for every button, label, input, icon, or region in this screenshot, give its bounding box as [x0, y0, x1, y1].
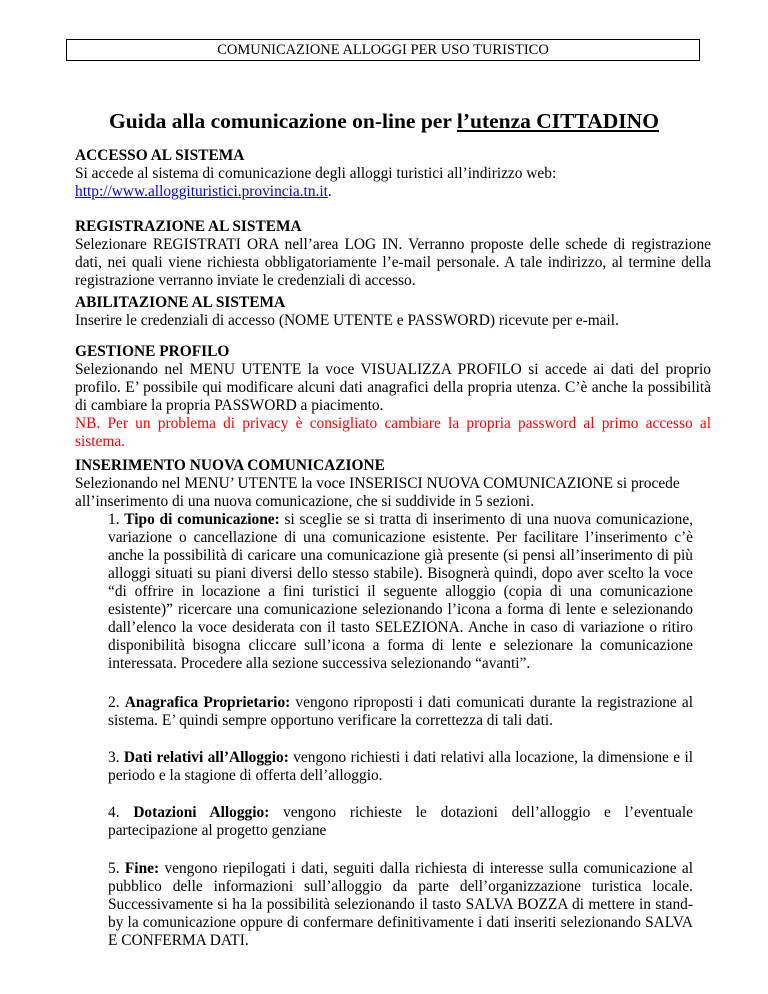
document-header [66, 39, 700, 61]
item-text: vengono richieste le dotazioni dell’alloggio e l’eventuale partecipazione al progetto genziane [108, 804, 693, 839]
section-heading: INSERIMENTO NUOVA COMUNICAZIONE [75, 457, 385, 474]
item-number: 5. [108, 860, 125, 877]
section-abilitazione [75, 294, 711, 330]
item-title: Fine: [124, 860, 160, 877]
title-prefix: Guida alla comunicazione on-line per [109, 109, 457, 133]
privacy-note: NB. Per un problema di privacy è consigliato cambiare la propria password al primo accesso al sistema. [75, 415, 711, 450]
section-text: Selezionare REGISTRATI ORA nell’area LOG IN. Verranno proposte delle schede di registrazione dati, nei quali viene richiesta obbligatoriamente l’e-mail personale. A tale indirizzo, al termine della registrazione verranno inviate le credenziali di accesso. [75, 236, 711, 289]
section-profilo [75, 343, 711, 451]
list-item [108, 511, 693, 673]
item-title: Dati relativi all’Alloggio: [123, 749, 289, 766]
item-text: si sceglie se si tratta di inserimento di una nuova comunicazione, variazione o cancellazione di una comunicazione esistente. Per facilitare l’inserimento c’è anche la possibilità di caricare una comunicazione già presente (si pensi all’inserimento di più alloggi situati su piani diversi dello stesso stabile). Bisognerà quindi, dopo aver scelto la voce “di offrire in locazione a fini turistici il seguente alloggio (copia di una comunicazione esistente)” ricercare una comunicazione selezionando l’icona a forma di lente e selezionando dall’elenco la voce desiderata con il tasto SELEZIONA. Anche in caso di variazione o ritiro disponibilità bisogna cliccare sull’icona a forma di lente e selezionare la comunicazione interessata. Procedere alla sezione successiva selezionando “avanti”. [108, 511, 694, 672]
list-item [108, 694, 693, 730]
section-text: Selezionando nel MENU UTENTE la voce VISUALIZZA PROFILO si accede ai dati del proprio profilo. E’ possibile qui modificare alcuni dati anagrafici della propria utenza. C’è anche la possibilità di cambiare la propria PASSWORD a piacimento. [75, 361, 711, 414]
header-text: COMUNICAZIONE ALLOGGI PER USO TURISTICO [217, 42, 549, 58]
item-title: Anagrafica Proprietario: [124, 694, 291, 711]
section-accesso [75, 147, 711, 201]
item-title: Dotazioni Alloggio: [133, 804, 270, 821]
item-text: vengono riproposti i dati comunicati durante la registrazione al sistema. E’ quindi sempre opportuno verificare la correttezza di tali dati. [108, 694, 694, 729]
link-period: . [327, 183, 332, 200]
section-text: Selezionando nel MENU’ UTENTE la voce INSERISCI NUOVA COMUNICAZIONE si procede all’inserimento di una nuova comunicazione, che si suddivide in 5 sezioni. [75, 475, 680, 510]
list-item [108, 804, 693, 840]
section-heading: ACCESSO AL SISTEMA [75, 147, 245, 164]
section-heading: ABILITAZIONE AL SISTEMA [75, 294, 286, 311]
section-text: Inserire le credenziali di accesso (NOME UTENTE e PASSWORD) ricevute per e-mail. [75, 312, 619, 329]
item-number: 2. [108, 694, 125, 711]
section-heading: REGISTRAZIONE AL SISTEMA [75, 218, 302, 235]
item-title: Tipo di comunicazione: [124, 511, 280, 528]
section-heading: GESTIONE PROFILO [75, 343, 230, 360]
item-text: vengono riepilogati i dati, seguiti dalla richiesta di interesse sulla comunicazione al pubblico delle informazioni sull’alloggio da parte dell’organizzazione turistica locale. Successivamente si ha la possibilità selezionando il tasto SALVA BOZZA di mettere in stand-by la comunicazione oppure di confermare definitivamente i dati inseriti selezionando SALVA E CONFERMA DATI. [108, 860, 694, 949]
item-text: vengono richiesti i dati relativi alla locazione, la dimensione e il periodo e la stagione di offerta dell’alloggio. [108, 749, 693, 784]
item-number: 4. [108, 804, 134, 821]
page-title [0, 108, 768, 134]
website-link[interactable]: http://www.alloggituristici.provincia.tn.it [75, 183, 328, 200]
item-number: 3. [108, 749, 124, 766]
section-inserimento [75, 457, 711, 511]
title-underlined: l’utenza CITTADINO [456, 109, 659, 133]
section-registrazione [75, 218, 711, 290]
section-text: Si accede al sistema di comunicazione degli alloggi turistici all’indirizzo web: [75, 165, 557, 182]
list-item [108, 860, 693, 950]
item-number: 1. [108, 511, 125, 528]
list-item [108, 749, 693, 785]
